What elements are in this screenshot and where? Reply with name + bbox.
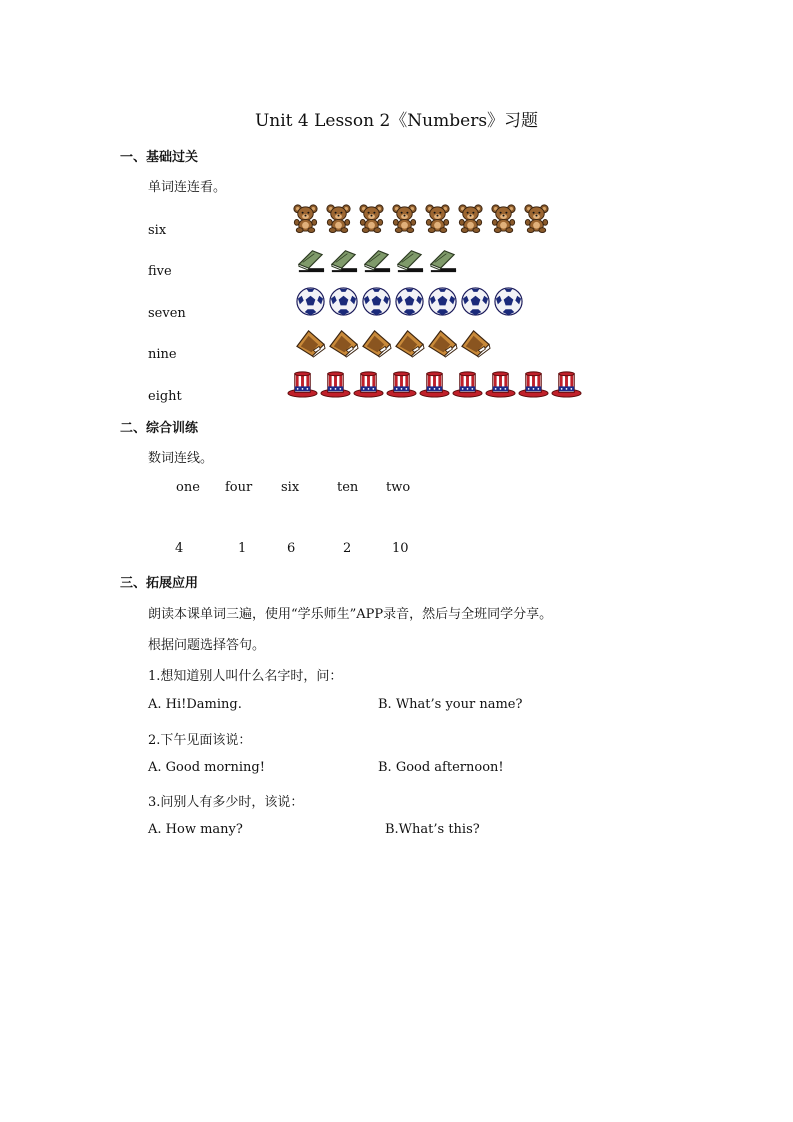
number-2: 2 [343, 541, 352, 556]
word-four: four [225, 480, 253, 495]
sharpener-row [295, 327, 491, 358]
section3-line2: 根据问题选择答句。 [148, 638, 266, 653]
book-icon [295, 243, 326, 274]
soccer-ball-icon [394, 286, 425, 317]
top-hat-icon [287, 368, 318, 399]
word-five: five [148, 264, 172, 279]
word-six-2: six [281, 480, 300, 495]
word-two: two [386, 480, 411, 495]
q3-option-a: A. How many? [148, 822, 243, 837]
teddy-bear-icon [422, 202, 453, 233]
top-hat-icon [386, 368, 417, 399]
ball-row [295, 286, 524, 317]
pencil-sharpener-icon [394, 327, 425, 358]
pencil-sharpener-icon [427, 327, 458, 358]
book-icon [394, 243, 425, 274]
pencil-sharpener-icon [295, 327, 326, 358]
teddy-bear-icon [521, 202, 552, 233]
word-nine: nine [148, 347, 177, 362]
number-4: 4 [175, 541, 184, 556]
q1-option-b: B. What’s your name? [378, 697, 523, 712]
teddy-bear-icon [389, 202, 420, 233]
number-1: 1 [238, 541, 247, 556]
word-seven: seven [148, 306, 186, 321]
number-10: 10 [392, 541, 409, 556]
pencil-sharpener-icon [361, 327, 392, 358]
page-title: Unit 4 Lesson 2《Numbers》习题 [254, 111, 539, 131]
top-hat-icon [518, 368, 549, 399]
soccer-ball-icon [427, 286, 458, 317]
teddy-bear-icon [323, 202, 354, 233]
soccer-ball-icon [295, 286, 326, 317]
book-icon [427, 243, 458, 274]
soccer-ball-icon [460, 286, 491, 317]
section1-instruction: 单词连连看。 [148, 180, 227, 195]
bear-row [290, 202, 552, 233]
top-hat-icon [452, 368, 483, 399]
book-row [295, 243, 458, 274]
soccer-ball-icon [493, 286, 524, 317]
section-heading-extension: 三、拓展应用 [120, 576, 199, 591]
section-heading-basic: 一、基础过关 [120, 150, 199, 165]
top-hat-icon [551, 368, 582, 399]
teddy-bear-icon [455, 202, 486, 233]
word-eight: eight [148, 389, 182, 404]
top-hat-icon [353, 368, 384, 399]
soccer-ball-icon [361, 286, 392, 317]
top-hat-icon [419, 368, 450, 399]
q1-option-a: A. Hi!Daming. [148, 697, 242, 712]
q3-option-b: B.What’s this? [385, 822, 480, 837]
q2-option-b: B. Good afternoon! [378, 760, 504, 775]
pencil-sharpener-icon [460, 327, 491, 358]
word-one: one [176, 480, 200, 495]
section2-instruction: 数词连线。 [148, 451, 214, 466]
book-icon [328, 243, 359, 274]
section-heading-training: 二、综合训练 [120, 421, 199, 436]
number-6: 6 [287, 541, 296, 556]
question-1: 1.想知道别人叫什么名字时，问： [148, 669, 343, 684]
soccer-ball-icon [328, 286, 359, 317]
word-six: six [148, 223, 167, 238]
hat-row [287, 368, 582, 399]
word-ten: ten [337, 480, 359, 495]
book-icon [361, 243, 392, 274]
pencil-sharpener-icon [328, 327, 359, 358]
section3-line1: 朗读本课单词三遍，使用“学乐师生”APP录音，然后与全班同学分享。 [148, 607, 553, 622]
teddy-bear-icon [488, 202, 519, 233]
teddy-bear-icon [290, 202, 321, 233]
q2-option-a: A. Good morning! [148, 760, 265, 775]
question-2: 2.下午见面该说： [148, 733, 252, 748]
top-hat-icon [485, 368, 516, 399]
top-hat-icon [320, 368, 351, 399]
question-3: 3.问别人有多少时，该说： [148, 795, 304, 810]
teddy-bear-icon [356, 202, 387, 233]
